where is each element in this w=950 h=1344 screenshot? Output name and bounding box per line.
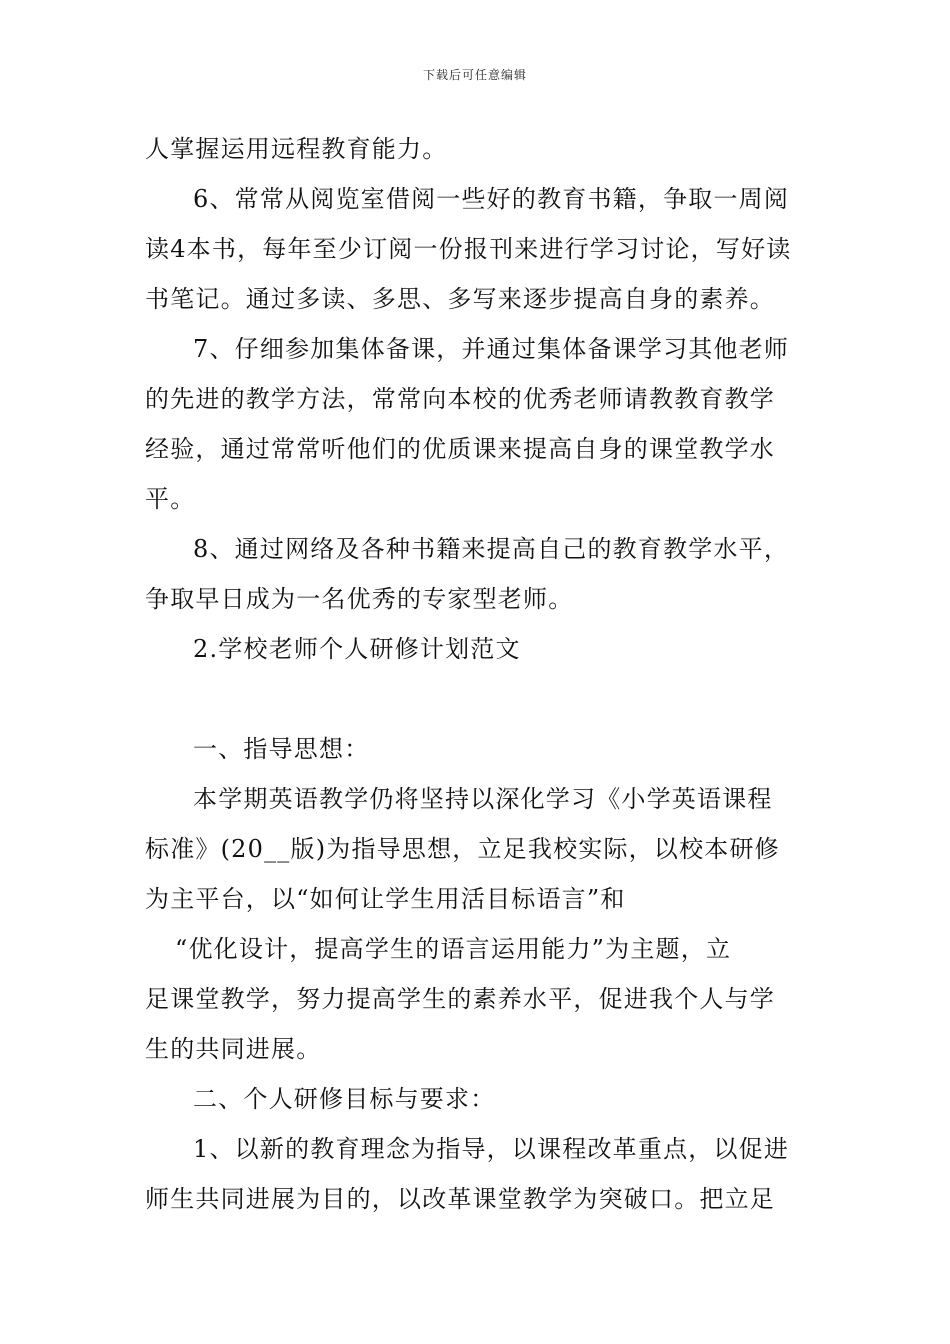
heading-guiding-thought: 一、指导思想： [193,735,370,763]
page-header: 下载后可任意编辑 [422,68,527,82]
text-line: 争取早日成为一名优秀的专家型老师。 [145,585,574,613]
text-line: 读4本书，每年至少订阅一份报刊来进行学习讨论，写好读 [145,235,792,263]
text-line: 平。 [145,485,196,513]
text-line: 本学期英语教学仍将坚持以深化学习《小学英语课程 [193,785,773,813]
text-line: 标准》(20__版)为指导思想，立足我校实际，以校本研修 [145,835,780,863]
text-line: 足课堂教学，努力提高学生的素养水平，促进我个人与学 [145,985,775,1013]
text-line: 6、常常从阅览室借阅一些好的教育书籍，争取一周阅 [193,185,790,213]
text-line: 经验，通过常常听他们的优质课来提高自身的课堂教学水 [145,435,775,463]
text-line: 1、以新的教育理念为指导，以课程改革重点，以促进 [193,1135,790,1163]
text-line: 人掌握运用远程教育能力。 [145,135,448,163]
text-line: “优化设计，提高学生的语言运用能力”为主题，立 [175,935,732,963]
text-line: 7、仔细参加集体备课，并通过集体备课学习其他老师 [193,335,790,363]
text-line: 8、通过网络及各种书籍来提高自己的教育教学水平， [193,535,790,563]
heading-goals: 二、个人研修目标与要求： [193,1085,496,1113]
text-line: 书笔记。通过多读、多思、多写来逐步提高自身的素养。 [145,285,775,313]
text-line: 的先进的教学方法，常常向本校的优秀老师请教教育教学 [145,385,775,413]
text-line: 生的共同进展。 [145,1035,322,1063]
text-line: 师生共同进展为目的，以改革课堂教学为突破口。把立足 [145,1185,775,1213]
text-line: 为主平台，以“如何让学生用活目标语言”和 [145,885,626,913]
section-title: 2.学校老师个人研修计划范文 [193,635,521,663]
